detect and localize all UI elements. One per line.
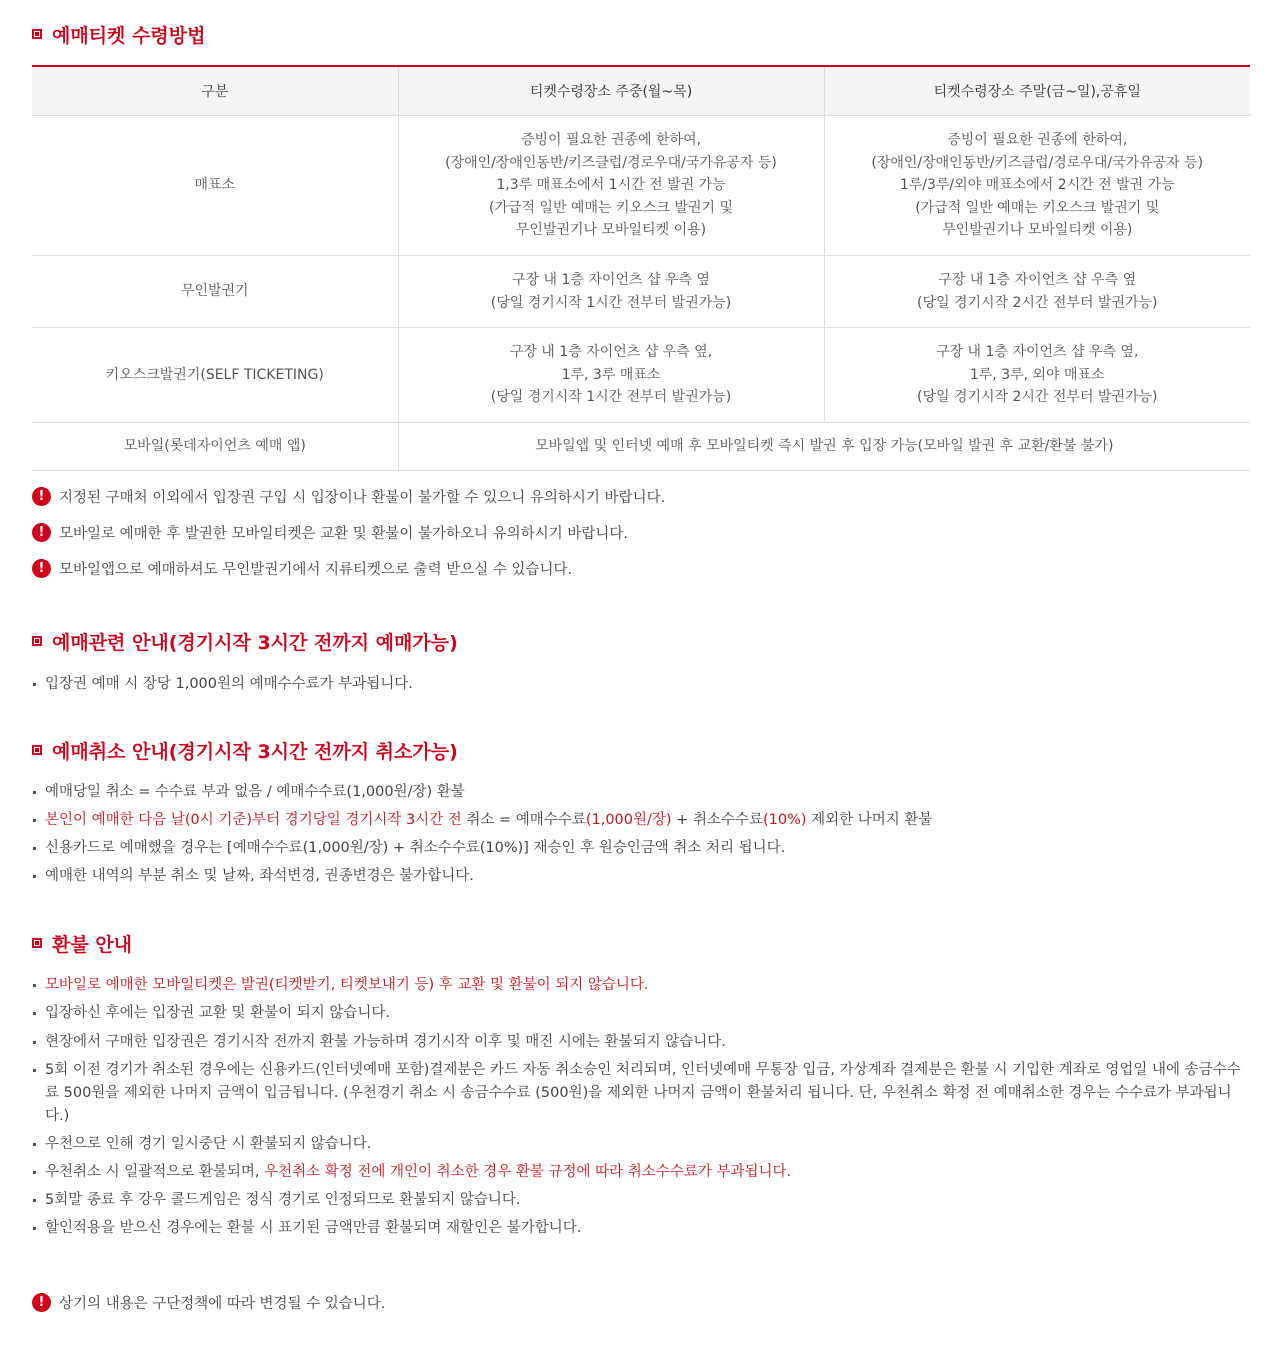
section-title-receive [32,20,205,48]
cell-line: (가급적 일반 예매는 키오스크 발권기 및 [488,199,734,216]
row-merged-cell: 모바일앱 및 인터넷 예매 후 모바일티켓 즉시 발권 후 입장 가능(모바일 발권 후 교환/환불 불가) [398,423,1250,471]
exclamation-icon: ! [32,523,51,542]
section-title-cancel [32,736,458,764]
exclamation-icon: ! [32,487,51,506]
cell-line: 증빙이 필요한 권종에 한하여, [520,132,702,149]
row-label: 무인발권기 [32,256,398,328]
cell-line: 구장 내 1층 자이언츠 샵 우측 옆, [936,344,1139,361]
row-label: 키오스크발권기(SELF TICKETING) [32,328,398,423]
list-item [32,809,1242,832]
ticket-receive-table [32,65,1250,471]
table-row [32,423,1250,471]
row-weekend-cell [824,256,1250,328]
square-bullet-icon [32,29,42,39]
table-header-row [32,66,1250,116]
warning-text: 모바일로 예매한 후 발권한 모바일티켓은 교환 및 환불이 불가하오니 유의하시기 바랍니다. [59,525,628,542]
cell-line: 1루, 3루, 외야 매표소 [969,366,1105,383]
item-text: 제외한 나머지 환불 [806,812,933,828]
cell-line: 구장 내 1층 자이언츠 샵 우측 옆 [512,272,710,288]
cell-line: 증빙이 필요한 권종에 한하여, [947,132,1128,149]
row-weekend-cell [824,116,1250,256]
highlight-text: 우천취소 확정 전에 개인이 취소한 경우 환불 규정에 따라 취소수수료가 부과됩니다. [264,1164,792,1180]
cell-line: (당일 경기시작 1시간 전부터 발권가능) [490,389,732,406]
highlight-text: 본인이 예매한 다음 날(0시 기준)부터 경기당일 경기시작 3시간 전 [45,812,462,828]
header-weekday: 티켓수령장소 주중(월~목) [398,66,824,116]
section-title-reservation [32,627,458,655]
exclamation-icon: ! [32,559,51,578]
list-item: 5회 이전 경기가 취소된 경우에는 신용카드(인터넷예매 포함)결제분은 카드 자동 취소승인 처리되며, 인터넷예매 무통장 입금, 가상계좌 결제분은 환불 시 기입한 계좌로 영업일 내에 송금수수료 500원을 제외한 나머지 금액이 입금됩니다. (우천경기 취소 시 송금수수료 (500원)을 제외한 나머지 금액이 환불처리 됩니다. 단, 우천취소 확정 전 예매취소한 경우는 수수료가 부과됩니다.) [32,1059,1242,1128]
list-item [32,1161,1242,1184]
cell-line: 무인발권기나 모바일티켓 이용) [515,222,707,239]
warning-notice [32,520,628,544]
square-bullet-icon [32,636,42,646]
warning-text: 상기의 내용은 구단정책에 따라 변경될 수 있습니다. [59,1295,386,1312]
header-category: 구분 [32,66,398,116]
warning-notice [32,484,665,508]
table-row [32,328,1250,423]
warning-text: 모바일앱으로 예매하셔도 무인발권기에서 지류티켓으로 출력 받으실 수 있습니다. [59,561,573,578]
highlight-text: (10%) [762,812,807,828]
table-row [32,116,1250,256]
item-text: 우천취소 시 일괄적으로 환불되며, [45,1164,265,1180]
section-title-text: 환불 안내 [52,933,133,956]
warning-notice [32,556,572,580]
row-weekday-cell [398,328,824,423]
cell-line: 1루/3루/외야 매표소에서 2시간 전 발권 가능 [899,177,1175,194]
exclamation-icon: ! [32,1293,51,1312]
section-title-text: 예매티켓 수령방법 [52,24,206,47]
list-item: 할인적용을 받으신 경우에는 환불 시 표기된 금액만큼 환불되며 재할인은 불가합니다. [32,1217,1242,1240]
cell-line: 구장 내 1층 자이언츠 샵 우측 옆, [509,344,713,361]
section-title-text: 예매취소 안내(경기시작 3시간 전까지 취소가능) [52,740,458,763]
cell-line: (가급적 일반 예매는 키오스크 발권기 및 [915,199,1160,216]
list-item: 입장권 예매 시 장당 1,000원의 예매수수료가 부과됩니다. [32,673,1242,696]
section-title-refund [32,929,132,957]
list-item: 5회말 종료 후 강우 콜드게임은 정식 경기로 인정되므로 환불되지 않습니다. [32,1189,1242,1212]
row-label: 모바일(롯데자이언츠 예매 앱) [32,423,398,471]
square-bullet-icon [32,938,42,948]
cell-line: (장애인/장애인동반/키즈클럽/경로우대/국가유공자 등) [445,154,777,171]
row-weekday-cell [398,116,824,256]
list-item: 신용카드로 예매했을 경우는 [예매수수료(1,000원/장) + 취소수수료(10%)] 재승인 후 원승인금액 취소 처리 됩니다. [32,837,1242,860]
highlight-text: (1,000원/장) [585,812,672,828]
cell-line: (장애인/장애인동반/키즈클럽/경로우대/국가유공자 등) [871,154,1204,171]
list-item: 현장에서 구매한 입장권은 경기시작 전까지 환불 가능하며 경기시작 이후 및 매진 시에는 환불되지 않습니다. [32,1031,1242,1054]
row-weekend-cell [824,328,1250,423]
square-bullet-icon [32,745,42,755]
footer-warning [32,1290,385,1314]
table-row [32,256,1250,328]
row-weekday-cell [398,256,824,328]
list-item: 입장하신 후에는 입장권 교환 및 환불이 되지 않습니다. [32,1002,1242,1025]
warning-text: 지정된 구매처 이외에서 입장권 구입 시 입장이나 환불이 불가할 수 있으니 유의하시기 바랍니다. [59,489,666,506]
cell-line: (당일 경기시작 2시간 전부터 발권가능) [917,294,1158,311]
item-text: 취소 = 예매수수료 [461,812,586,828]
list-item: 모바일로 예매한 모바일티켓은 발권(티켓받기, 티켓보내기 등) 후 교환 및 환불이 되지 않습니다. [32,974,1242,997]
cell-line: 무인발권기나 모바일티켓 이용) [942,222,1133,239]
cell-line: 구장 내 1층 자이언츠 샵 우측 옆 [938,272,1137,288]
cell-line: (당일 경기시작 1시간 전부터 발권가능) [490,294,732,311]
list-item: 예매한 내역의 부분 취소 및 날짜, 좌석변경, 권종변경은 불가합니다. [32,865,1242,888]
cell-line: 1,3루 매표소에서 1시간 전 발권 가능 [496,177,726,194]
cell-line: (당일 경기시작 2시간 전부터 발권가능) [917,389,1158,406]
section-title-text: 예매관련 안내(경기시작 3시간 전까지 예매가능) [52,631,458,654]
cell-line: 1루, 3루 매표소 [561,366,661,383]
header-weekend: 티켓수령장소 주말(금~일),공휴일 [824,66,1250,116]
row-label: 매표소 [32,116,398,256]
list-item: 우천으로 인해 경기 일시중단 시 환불되지 않습니다. [32,1133,1242,1156]
item-text: + 취소수수료 [671,812,763,828]
list-item: 예매당일 취소 = 수수료 부과 없음 / 예매수수료(1,000원/장) 환불 [32,781,1242,804]
